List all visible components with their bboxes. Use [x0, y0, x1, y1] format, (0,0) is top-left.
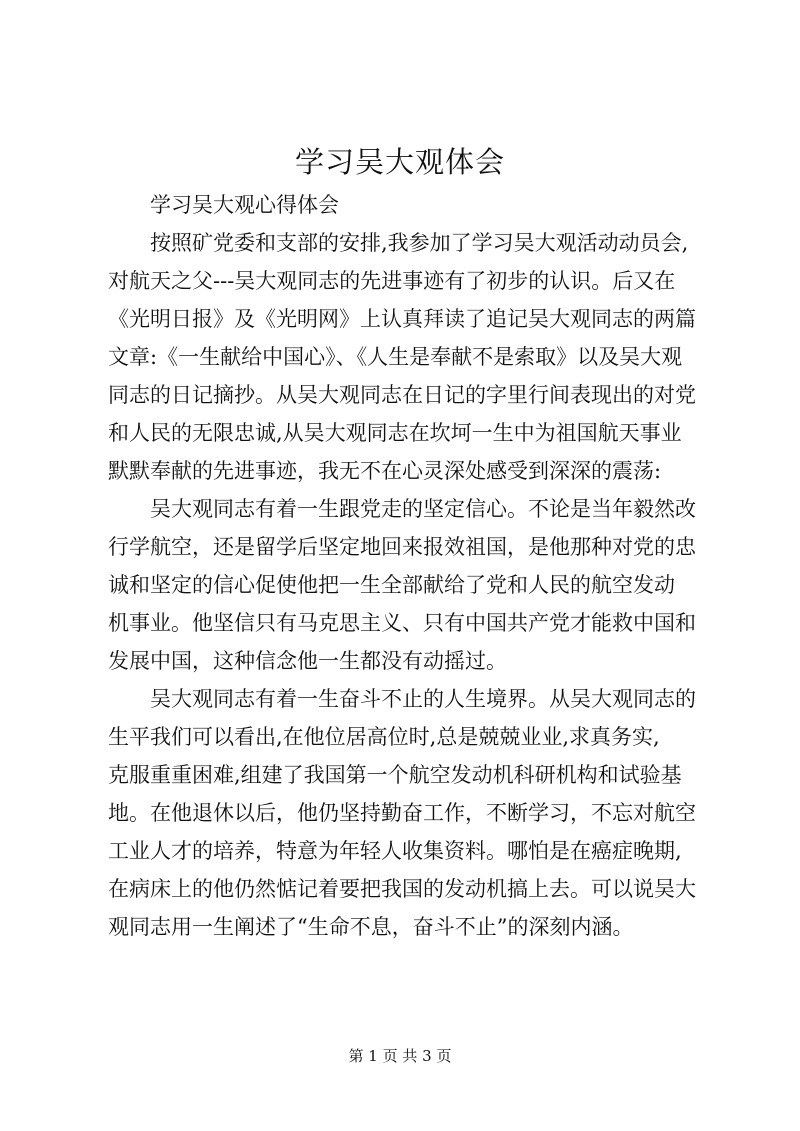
document-body	[108, 186, 708, 946]
paragraph-1-line-6: 和人民的无限忠诚,从吴大观同志在坎坷一生中为祖国航天事业	[108, 421, 682, 445]
paragraph-2-line-3: 诚和坚定的信心促使他把一生全部献给了党和人民的航空发动	[108, 573, 675, 597]
paragraph-2-line-5: 发展中国，这种信念他一生都没有动摇过。	[108, 649, 507, 673]
paragraph-2-line-4: 机事业。他坚信只有马克思主义、只有中国共产党才能救中国和	[108, 611, 696, 635]
paragraph-2-line-1: 吴大观同志有着一生跟党走的坚定信心。不论是当年毅然改	[150, 497, 696, 521]
paragraph-2-line-2: 行学航空，还是留学后坚定地回来报效祖国，是他那种对党的忠	[108, 535, 696, 559]
page-number-footer: 第 1 页 共 3 页	[348, 1047, 452, 1065]
paragraph-3-line-6: 在病床上的他仍然惦记着要把我国的发动机搞上去。可以说吴大	[108, 877, 696, 901]
paragraph-1-line-2: 对航天之父---吴大观同志的先进事迹有了初步的认识。后又在	[108, 269, 676, 293]
paragraph-1-line-4: 文章:《一生献给中国心》、《人生是奉献不是索取》以及吴大观	[108, 345, 683, 369]
paragraph-1-line-1: 按照矿党委和支部的安排,我参加了学习吴大观活动动员会,	[150, 231, 689, 255]
paragraph-1-line-5: 同志的日记摘抄。从吴大观同志在日记的字里行间表现出的对党	[108, 383, 696, 407]
paragraph-1-line-7: 默默奉献的先进事迹，我无不在心灵深处感受到深深的震荡:	[108, 459, 662, 483]
paragraph-3-line-1: 吴大观同志有着一生奋斗不止的人生境界。从吴大观同志的	[150, 687, 696, 711]
document-title: 学习吴大观体会	[294, 145, 505, 179]
paragraph-3-line-2: 生平我们可以看出,在他位居高位时,总是兢兢业业,求真务实,	[108, 725, 660, 749]
paragraph-3-line-5: 工业人才的培养，特意为年轻人收集资料。哪怕是在癌症晚期,	[108, 839, 682, 863]
paragraph-3-line-4: 地。在他退休以后，他仍坚持勤奋工作，不断学习，不忘对航空	[108, 801, 696, 825]
paragraph-1-line-3: 《光明日报》及《光明网》上认真拜读了追记吴大观同志的两篇	[108, 307, 696, 331]
subtitle-line: 学习吴大观心得体会	[150, 193, 339, 217]
paragraph-3-line-3: 克服重重困难,组建了我国第一个航空发动机科研机构和试验基	[108, 763, 682, 787]
paragraph-3-line-7: 观同志用一生阐述了“生命不息，奋斗不止”的深刻内涵。	[108, 915, 634, 939]
